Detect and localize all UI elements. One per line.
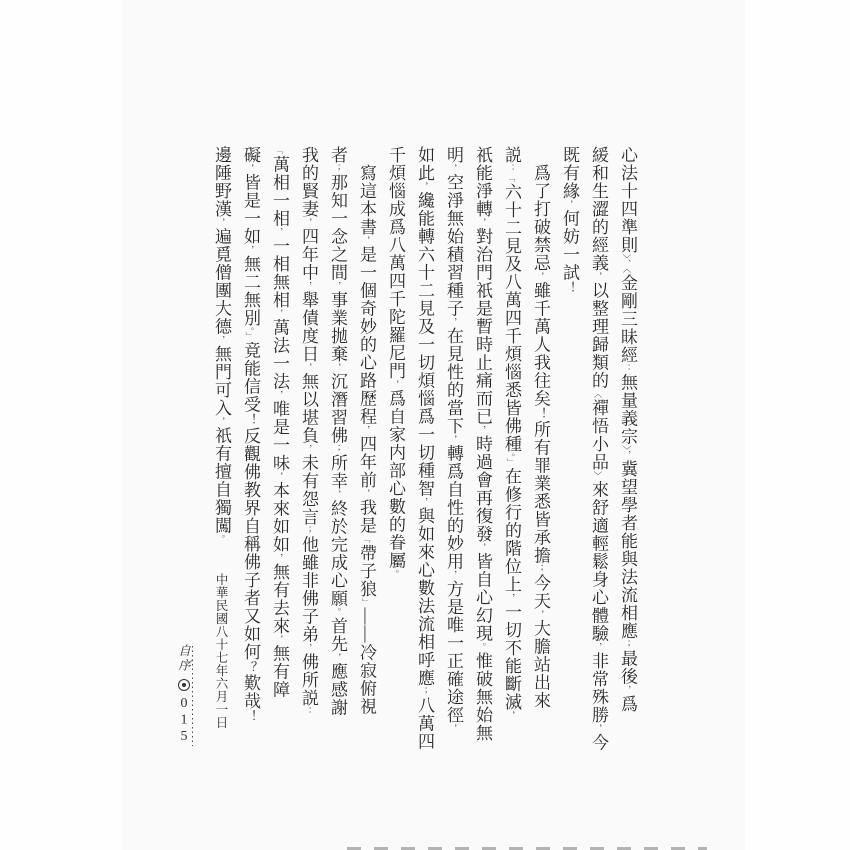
preface-text-block [203, 146, 638, 752]
text-column-8: 如此，纔能轉六十二見及一切煩惱爲一切種智，與如來心數法流相呼應；八萬四 [415, 146, 434, 751]
circled-dot-icon [178, 679, 190, 691]
text-column-12: 我的賢妻，四年中，舉債度日，無以堪負，未有怨言；他雖非佛子弟，佛所説： [299, 146, 318, 717]
text-column-13: 「萬相一相，一相無相，萬法一法，唯是一味，本來如如，無有去來，無有障 [270, 146, 289, 699]
text-column-11: 者；那知一念之間，事業拋棄，沉潛習佛；所幸，終於完成心願。首先，應感謝 [328, 146, 347, 717]
running-foot [175, 644, 195, 748]
text-column-5: 説：「六十二見及八萬四千煩惱悉皆佛種。」在修行的階位上，一切不能斷滅， [502, 146, 521, 721]
text-column-9: 千煩惱成爲八萬四千陀羅尼門，爲自家内部心數的眷屬。 [386, 146, 405, 579]
text-column-1: 心法十四準則〉、〈金剛三昧經：無量義宗〉，冀望學者能與法流相應；最後，爲 [618, 146, 637, 714]
dotted-rule [192, 646, 194, 746]
text-column-3: 既有緣，何妨一試！ [560, 146, 579, 295]
text-column-10: 寫這本書，是一個奇妙的心路歷程，四年前，我是「帶子狼」——冷寂俯視 [357, 164, 376, 716]
text-column-14: 礙，皆是一如，無二無別。」竟能信受！反觀佛教界自稱佛子者又如何？歎哉！ [241, 146, 260, 724]
text-column-2: 緩和生澀的經義，以整理歸類的〈禪悟小品〉來舒適輕鬆身心體驗，非常殊勝，今 [589, 146, 608, 752]
text-column-15-text: 邊陲野漢，遍覓僧團大德，無門可入，祇有擅自獨闖。 [212, 146, 231, 544]
text-column-7: 明，空淨無始積習種子，在見性的當下，轉爲自性的妙用，方是唯一正確途徑， [444, 146, 463, 734]
date-line: 中華民國八十七年六月一日 [214, 573, 228, 730]
section-title: 自序 [176, 644, 191, 673]
text-column-6: 祇能淨轉，對治門祇是暫時止痛而已，時過會再復發，皆自心幻現。惟破無始無 [473, 146, 492, 742]
text-column-4: 爲了打破禁忌，雖千萬人我往矣！所有罪業悉皆承擔；今天，大膽站出來 [531, 164, 550, 710]
text-column-15 [211, 146, 232, 729]
page-number: 015 [176, 696, 192, 746]
